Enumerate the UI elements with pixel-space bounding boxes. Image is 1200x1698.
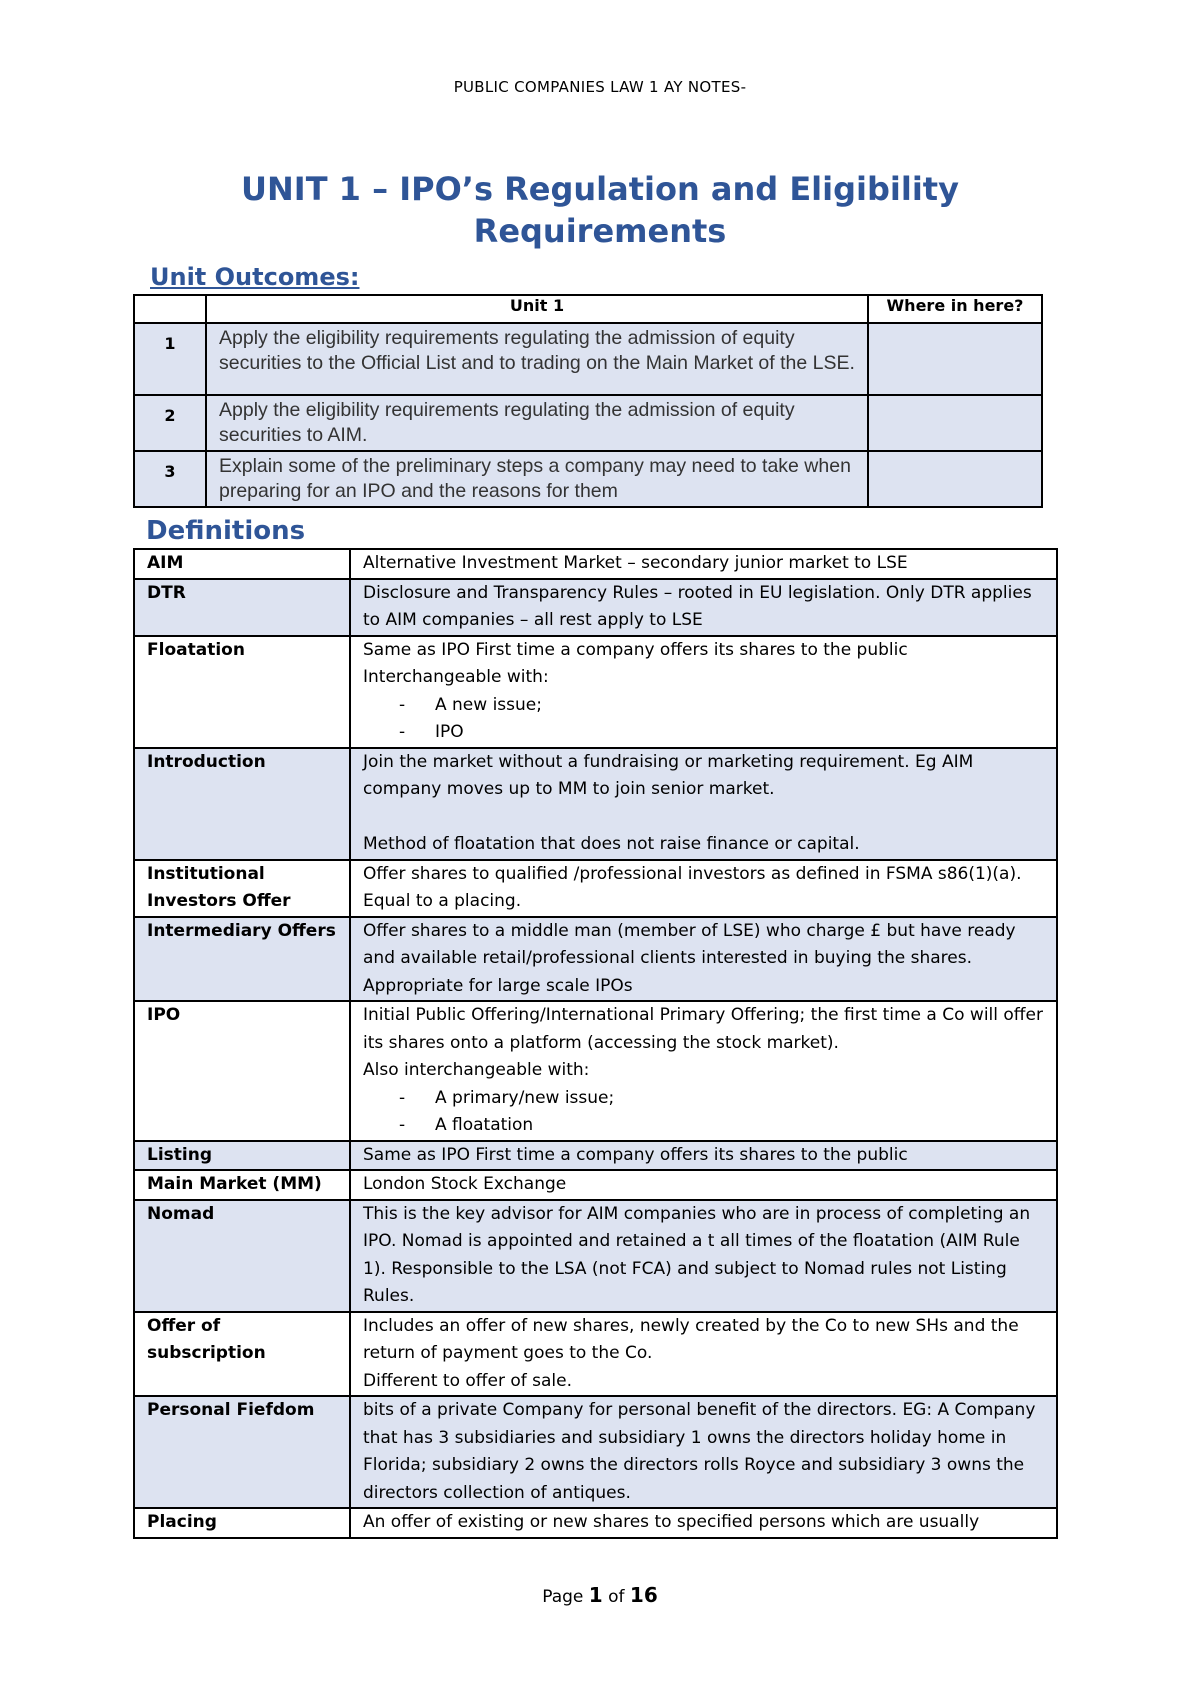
outcome-text: Explain some of the preliminary steps a company may need to take when preparing for an IPO and the reasons for them — [206, 451, 868, 507]
definition-text — [350, 860, 1057, 917]
definition-term: Introduction — [134, 748, 350, 860]
definition-line: An offer of existing or new shares to specified persons which are usually — [363, 1512, 980, 1532]
definition-text — [350, 1001, 1057, 1141]
definition-line: Offer shares to qualified /professional investors as defined in FSMA s86(1)(a). — [363, 863, 1022, 884]
definitions-heading: Definitions — [146, 516, 306, 546]
definition-text — [350, 1200, 1057, 1312]
definition-text — [350, 579, 1057, 636]
outcome-text: Apply the eligibility requirements regulating the admission of equity securities to AIM. — [206, 395, 868, 451]
definition-line: Same as IPO First time a company offers its shares to the public — [363, 1144, 908, 1165]
outcomes-unit-header: Unit 1 — [206, 295, 868, 323]
definition-term: Intermediary Offers — [134, 917, 350, 1002]
definition-text — [350, 549, 1057, 579]
page-word: Page — [542, 1587, 584, 1607]
page-total: 16 — [629, 1583, 658, 1607]
outcomes-num-header — [134, 295, 206, 323]
definition-text — [350, 1396, 1057, 1508]
definition-term: Floatation — [134, 636, 350, 748]
definition-row — [134, 1312, 1057, 1397]
definition-term: Placing — [134, 1508, 350, 1538]
outcome-number: 3 — [134, 451, 206, 507]
definition-line: Initial Public Offering/International Primary Offering; the first time a Co will offer its shares onto a platform (accessing the stock market). — [363, 1005, 1043, 1053]
definition-term: DTR — [134, 579, 350, 636]
outcome-row — [134, 323, 1042, 395]
definition-row — [134, 1141, 1057, 1171]
outcome-row — [134, 395, 1042, 451]
definition-row — [134, 1396, 1057, 1508]
definition-term: AIM — [134, 549, 350, 579]
definition-term: Personal Fiefdom — [134, 1396, 350, 1508]
definition-row — [134, 636, 1057, 748]
outcome-text: Apply the eligibility requirements regulating the admission of equity securities to the Official List and to trading on the Main Market of the LSE. — [206, 323, 868, 395]
definition-line: Disclosure and Transparency Rules – rooted in EU legislation. Only DTR applies to AIM companies – all rest apply to LSE — [363, 582, 1032, 630]
outcome-number: 2 — [134, 395, 206, 451]
unit-outcomes-heading: Unit Outcomes: — [150, 263, 360, 291]
outcome-where-cell[interactable] — [868, 323, 1042, 395]
definitions-table — [133, 548, 1058, 1539]
definition-line: Also interchangeable with: — [363, 1060, 590, 1080]
definition-bullet: - A new issue; — [399, 692, 1046, 720]
definition-term: Main Market (MM) — [134, 1170, 350, 1200]
outcomes-where-header: Where in here? — [868, 295, 1042, 323]
definition-term: Institutional Investors Offer — [134, 860, 350, 917]
definition-text — [350, 748, 1057, 860]
definition-term: IPO — [134, 1001, 350, 1141]
definition-line: Equal to a placing. — [363, 891, 522, 911]
definition-row — [134, 1170, 1057, 1200]
definition-line: Offer shares to a middle man (member of LSE) who charge £ but have ready and available retail/professional clients interested in buying the shares. Appropriate for large scale IPOs — [363, 920, 1016, 996]
definition-bullet: - A floatation — [399, 1112, 1046, 1140]
definition-line: Join the market without a fundraising or marketing requirement. Eg AIM company moves up to MM to join senior market. — [363, 751, 974, 799]
definition-line: Includes an offer of new shares, newly created by the Co to new SHs and the return of payment goes to the Co. — [363, 1315, 1019, 1363]
definition-text — [350, 636, 1057, 748]
definition-row — [134, 549, 1057, 579]
definition-line: Method of floatation that does not raise finance or capital. — [363, 834, 860, 854]
outcomes-header-row — [134, 295, 1042, 323]
definition-line — [363, 804, 1046, 832]
definition-line: Same as IPO First time a company offers its shares to the public — [363, 639, 908, 660]
definition-line: Alternative Investment Market – secondary junior market to LSE — [363, 553, 908, 573]
definition-row — [134, 917, 1057, 1002]
definition-row — [134, 860, 1057, 917]
definition-line: Different to offer of sale. — [363, 1370, 572, 1391]
unit-outcomes-table — [133, 294, 1043, 508]
definition-row — [134, 748, 1057, 860]
definition-bullet-list — [363, 692, 1046, 747]
page-footer — [0, 1583, 1200, 1607]
definition-line: bits of a private Company for personal benefit of the directors. EG: A Company that has 3 subsidiaries and subsidiary 1 owns the directors holiday home in Florida; subsidiary 2 owns the directors rolls Royce and subsidiary 3 owns the directors collection of antiques. — [363, 1400, 1036, 1503]
page-number: 1 — [588, 1583, 603, 1607]
definition-line: Interchangeable with: — [363, 667, 549, 687]
definition-term: Listing — [134, 1141, 350, 1171]
definition-text — [350, 1508, 1057, 1538]
definition-bullet-list — [363, 1085, 1046, 1140]
outcome-row — [134, 451, 1042, 507]
definition-term: Offer of subscription — [134, 1312, 350, 1397]
definition-row — [134, 1001, 1057, 1141]
outcome-where-cell[interactable] — [868, 395, 1042, 451]
definition-row — [134, 1200, 1057, 1312]
outcome-number: 1 — [134, 323, 206, 395]
definition-term: Nomad — [134, 1200, 350, 1312]
definition-line: London Stock Exchange — [363, 1174, 567, 1194]
definition-row — [134, 579, 1057, 636]
of-word: of — [608, 1587, 625, 1607]
definition-text — [350, 917, 1057, 1002]
definition-line: This is the key advisor for AIM companies who are in process of completing an IPO. Nomad is appointed and retained a t all times of the floatation (AIM Rule 1). Responsible to the LSA (not FCA) and subject to Nomad rules not Listing Rules. — [363, 1203, 1031, 1306]
definition-text — [350, 1141, 1057, 1171]
definition-text — [350, 1170, 1057, 1200]
running-header: PUBLIC COMPANIES LAW 1 AY NOTES- — [453, 78, 747, 96]
definition-row — [134, 1508, 1057, 1538]
definition-text — [350, 1312, 1057, 1397]
outcome-where-cell[interactable] — [868, 451, 1042, 507]
definition-bullet: - IPO — [399, 719, 1046, 747]
page-title: UNIT 1 – IPO’s Regulation and Eligibility Requirements — [241, 170, 959, 250]
definition-bullet: - A primary/new issue; — [399, 1085, 1046, 1113]
